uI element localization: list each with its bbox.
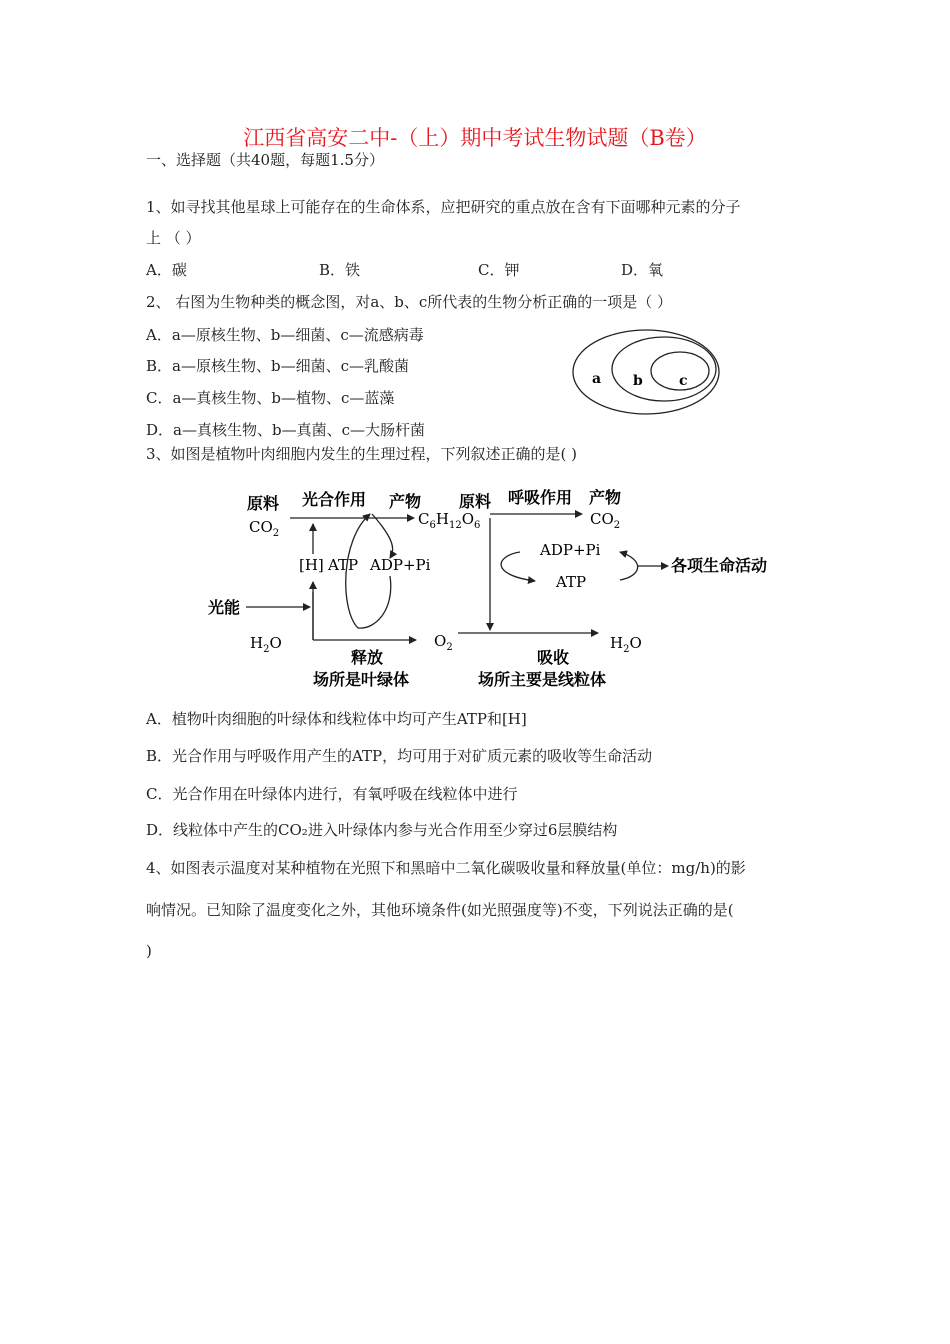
o2-label: $O_2$ — [434, 632, 453, 653]
q2-option-a: A．a—原核生物、b—细菌、c—流感病毒 — [146, 326, 424, 344]
glucose-label: $C_6H_{12}O_6$ — [418, 510, 481, 531]
label-a: a — [592, 371, 602, 387]
h2o-left-label: $H_2O$ — [250, 634, 282, 655]
q1-option-d: D．氧 — [621, 261, 664, 279]
right-cycle-top — [501, 552, 535, 581]
atp-label-1: ATP — [328, 556, 359, 574]
right-cycle-right — [620, 552, 638, 580]
q3-option-a: A．植物叶肉细胞的叶绿体和线粒体中均可产生ATP和[H] — [146, 710, 527, 728]
q2-option-c: C．a—真核生物、b—植物、c—蓝藻 — [146, 389, 395, 407]
co2-left-label: $CO_2$ — [249, 518, 280, 539]
label-c: c — [679, 373, 688, 389]
cycle-right-arc — [372, 514, 393, 558]
q2-option-b: B．a—原核生物、b—细菌、c—乳酸菌 — [146, 357, 409, 375]
q4-stem-line2: 响情况。已知除了温度变化之外，其他环境条件(如光照强度等)不变，下列说法正确的是( — [146, 901, 734, 919]
respiration-label: 呼吸作用 — [508, 488, 573, 507]
q3-option-d: D．线粒体中产生的CO₂进入叶绿体内参与光合作用至少穿过6层膜结构 — [146, 821, 618, 839]
photosynthesis-respiration-diagram — [190, 480, 790, 695]
life-activities-label: 各项生命活动 — [671, 556, 768, 575]
q2-option-d: D．a—真核生物、b—真菌、c—大肠杆菌 — [146, 421, 425, 439]
q4-stem-line3: ) — [146, 942, 152, 960]
q4-stem-line1: 4、如图表示温度对某种植物在光照下和黑暗中二氧化碳吸收量和释放量(单位：mg/h)的影 — [146, 859, 746, 877]
raw-material-label-2: 原料 — [459, 492, 492, 511]
adp-label-1: ADP+Pi — [370, 556, 431, 574]
atp-label-2: ATP — [556, 573, 587, 591]
product-label-2: 产物 — [589, 488, 622, 507]
raw-material-label-1: 原料 — [247, 494, 280, 513]
q2-stem: 2、 右图为生物种类的概念图，对a、b、c所代表的生物分析正确的一项是（ ） — [146, 293, 673, 311]
q1-stem-line1: 1、如寻找其他星球上可能存在的生命体系，应把研究的重点放在含有下面哪种元素的分子 — [146, 198, 741, 216]
adp-label-2: ADP+Pi — [540, 541, 601, 559]
site-chloroplast-label: 场所是叶绿体 — [313, 670, 410, 689]
photosynthesis-label: 光合作用 — [302, 490, 367, 509]
h-label: [H] — [299, 556, 324, 574]
light-energy-label: 光能 — [208, 598, 241, 617]
q1-option-a: A．碳 — [146, 261, 187, 279]
q1-stem-line2: 上 （ ） — [146, 229, 201, 247]
ellipse-b — [612, 337, 716, 401]
q3-option-c: C．光合作用在叶绿体内进行，有氧呼吸在线粒体中进行 — [146, 785, 518, 803]
product-label-1: 产物 — [389, 492, 422, 511]
co2-right-label: $CO_2$ — [590, 510, 621, 531]
q3-stem: 3、如图是植物叶肉细胞内发生的生理过程，下列叙述正确的是( ) — [146, 445, 578, 463]
concept-diagram — [566, 318, 726, 418]
section-heading: 一、选择题（共40题，每题1.5分） — [146, 151, 384, 169]
cycle-bottom-arc — [358, 576, 391, 628]
label-b: b — [633, 373, 643, 389]
release-label: 释放 — [351, 648, 384, 667]
site-mitochondria-label: 场所主要是线粒体 — [478, 670, 607, 689]
q3-option-b: B．光合作用与呼吸作用产生的ATP，均可用于对矿质元素的吸收等生命活动 — [146, 747, 653, 765]
q1-option-c: C．钾 — [478, 261, 520, 279]
page-title: 江西省高安二中-（上）期中考试生物试题（B卷） — [243, 126, 707, 150]
h2o-right-label: $H_2O$ — [610, 634, 642, 655]
absorb-label: 吸收 — [537, 648, 570, 667]
q1-option-b: B．铁 — [319, 261, 361, 279]
